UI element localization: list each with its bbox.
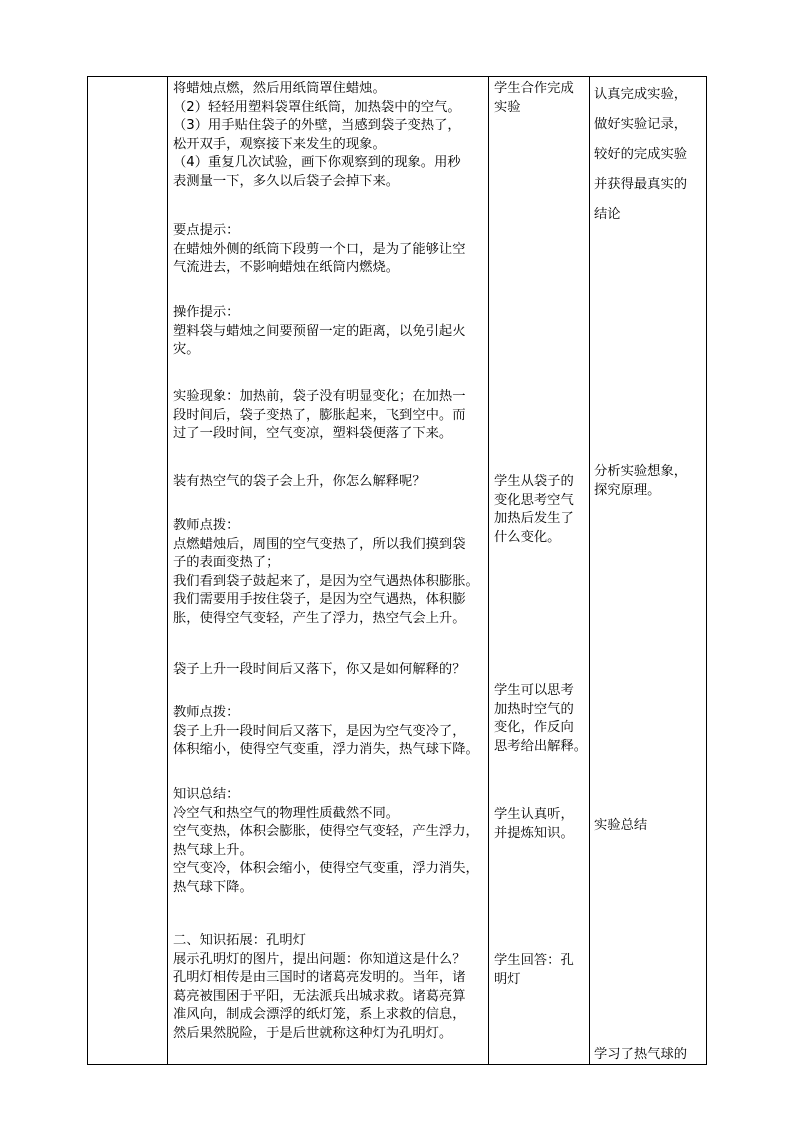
teacher-guidance-2: 教师点拨： 袋子上升一段时间后又落下，是因为空气变冷了， 体积缩小，使得空气变重，浮力消失，热气球下降。 [173, 705, 479, 758]
column-divider-3 [589, 76, 590, 1065]
question-rise: 装有热空气的袋子会上升，你怎么解释呢？ [173, 474, 426, 489]
design-intent-4: 学习了热气球的 [594, 1047, 688, 1062]
knowledge-extension: 二、知识拓展：孔明灯 展示孔明灯的图片，提出问题：你知道这是什么？ 孔明灯相传是由三国时的诸葛亮发明的。当年，诸 葛亮被围困于平阳，无法派兵出城求救。诸葛亮算 准风向，制成会漂浮的纸灯笼，系上求救的信息， 然后果然脱险，于是后世就称这种灯为孔明灯。 [173, 933, 466, 1041]
column-divider-1 [167, 76, 168, 1065]
table-right-border [706, 76, 707, 1065]
table-left-border [87, 76, 88, 1065]
question-fall: 袋子上升一段时间后又落下，你又是如何解释的？ [173, 662, 466, 677]
student-activity-3: 学生可以思考 加热时空气的 变化，作反向 思考给出解释。 [494, 683, 588, 754]
design-intent-3: 实验总结 [594, 818, 648, 833]
knowledge-summary: 知识总结： 冷空气和热空气的物理性质截然不同。 空气变热，体积会膨胀，使得空气变轻，产生浮力， 热气球上升。 空气变冷，体积会缩小，使得空气变重，浮力消失， 热气球下降。 [173, 787, 479, 895]
student-activity-2: 学生从袋子的 变化思考空气 加热后发生了 什么变化。 [494, 474, 574, 545]
column-divider-2 [488, 76, 489, 1065]
student-activity-4: 学生认真听， 并提炼知识。 [494, 807, 574, 841]
operation-tip: 操作提示： 塑料袋与蜡烛之间要预留一定的距离，以免引起火 灾。 [173, 305, 466, 358]
student-activity-5: 学生回答：孔 明灯 [494, 953, 574, 987]
procedure-steps: 将蜡烛点燃，然后用纸筒罩住蜡烛。 （2）轻轻用塑料袋罩住纸筒，加热袋中的空气。 （3）用手贴住袋子的外壁，当感到袋子变热了， 松开双手，观察接下来发生的现象。 （4）重复几次试验，画下你观察到的现象。用秒 表测量一下，多久以后袋子会掉下来。 [173, 81, 461, 189]
teacher-guidance-1: 教师点拨： 点燃蜡烛后，周围的空气变热了，所以我们摸到袋 子的表面变热了； 我们看到袋子鼓起来了，是因为空气遇热体积膨胀。 我们需要用手按住袋子，是因为空气遇热，体积膨 胀，使得空气变轻，产生了浮力，热空气会上升。 [173, 518, 479, 626]
design-intent-2: 分析实验想象， 探究原理。 [594, 464, 688, 498]
student-activity-1: 学生合作完成 实验 [494, 81, 574, 115]
key-point-tip: 要点提示： 在蜡烛外侧的纸筒下段剪一个口，是为了能够让空 气流进去，不影响蜡烛在纸筒内燃烧。 [173, 223, 466, 276]
table-top-border [87, 76, 707, 77]
experiment-phenomenon: 实验现象：加热前，袋子没有明显变化；在加热一 段时间后，袋子变热了，膨胀起来，飞到空中。而 过了一段时间，空气变凉，塑料袋便落了下来。 [173, 389, 466, 442]
design-intent-1: 认真完成实验， 做好实验记录， 较好的完成实验 并获得最真实的 结论 [594, 87, 688, 222]
